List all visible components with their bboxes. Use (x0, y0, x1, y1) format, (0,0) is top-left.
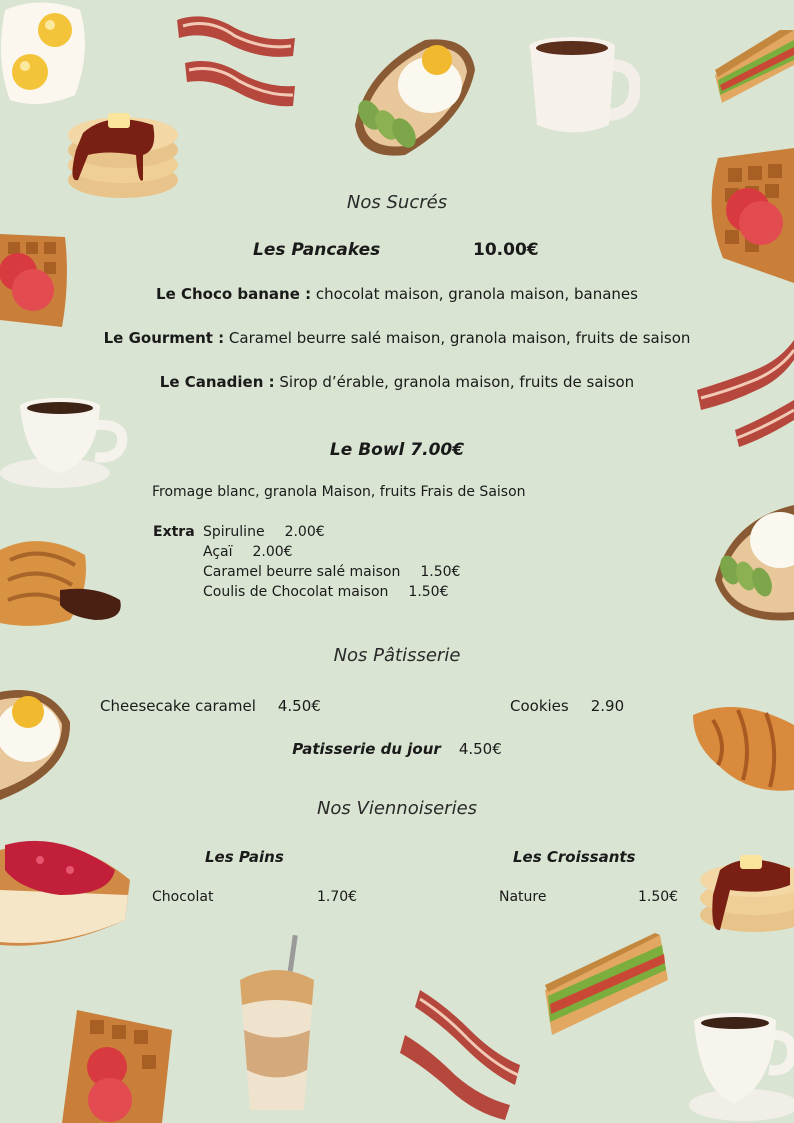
section-title-viennoiseries: Nos Viennoiseries (316, 798, 478, 819)
bowl-description: Fromage blanc, granola Maison, fruits Frais de Saison (152, 484, 526, 500)
item-name: Le Choco banane : (156, 285, 312, 303)
item-name: Le Canadien : (159, 373, 275, 391)
item-desc: Sirop d’érable, granola maison, fruits de saison (274, 373, 635, 391)
patisserie-item (510, 697, 624, 715)
coffee-cup-illustration (684, 1005, 794, 1123)
pains-price: 1.70€ (317, 889, 358, 905)
item-name: Patisserie du jour (292, 740, 441, 758)
extra-price: 1.50€ (420, 564, 461, 580)
pain-au-chocolat-illustration (0, 535, 126, 630)
croissants-price: 1.50€ (638, 889, 679, 905)
patisserie-item (100, 697, 321, 715)
pains-item: Chocolat (152, 889, 214, 905)
section-title-sucres: Nos Sucrés (346, 192, 448, 213)
pains-title: Les Pains (205, 848, 284, 866)
menu-item-choco-banane (0, 285, 794, 303)
item-price: 2.90 (590, 697, 625, 715)
extra-name: Caramel beurre salé maison (203, 564, 401, 580)
item-name: Cookies (510, 697, 569, 715)
extra-item (203, 584, 449, 600)
item-desc: Caramel beurre salé maison, granola maison, fruits de saison (224, 329, 691, 347)
item-name: Cheesecake caramel (100, 697, 256, 715)
section-title-patisserie: Nos Pâtisserie (333, 645, 461, 666)
item-name: Le Gourment : (103, 329, 225, 347)
iced-latte-illustration (232, 935, 322, 1115)
croissants-item: Nature (499, 889, 547, 905)
item-price: 4.50€ (458, 740, 502, 758)
jam-toast-illustration (0, 830, 133, 950)
waffle-strawberry-illustration (703, 148, 794, 288)
waffle-strawberry-illustration (62, 1005, 177, 1123)
extra-label: Extra (153, 524, 195, 540)
waffle-strawberry-illustration (0, 232, 70, 327)
extra-price: 2.00€ (284, 524, 325, 540)
item-desc: chocolat maison, granola maison, bananes (311, 285, 638, 303)
egg-avocado-toast-illustration (710, 500, 794, 625)
extra-item (203, 544, 293, 560)
pancakes-title: Les Pancakes (253, 240, 381, 260)
pancakes-price: 10.00€ (473, 240, 539, 260)
extra-name: Coulis de Chocolat maison (203, 584, 389, 600)
menu-item-gourment (0, 329, 794, 347)
extra-name: Spiruline (203, 524, 265, 540)
egg-avocado-toast-illustration (345, 30, 480, 160)
patisserie-du-jour (0, 740, 794, 758)
item-price: 4.50€ (277, 697, 321, 715)
extra-price: 2.00€ (252, 544, 293, 560)
extra-item (203, 524, 325, 540)
pancakes-illustration (58, 95, 183, 205)
coffee-mug-illustration (525, 30, 640, 140)
extra-price: 1.50€ (408, 584, 449, 600)
croissants-title: Les Croissants (513, 848, 636, 866)
sandwich-illustration (540, 930, 670, 1040)
sandwich-illustration (710, 25, 794, 110)
menu-item-canadien (0, 373, 794, 391)
bacon-illustration (175, 8, 300, 118)
extra-name: Açaï (203, 544, 233, 560)
bacon-illustration (695, 335, 794, 450)
bacon-illustration (400, 985, 525, 1120)
pancakes-illustration (695, 840, 794, 940)
bowl-title: Le Bowl 7.00€ (329, 440, 465, 460)
extra-item (203, 564, 460, 580)
fried-egg-illustration (0, 0, 90, 110)
